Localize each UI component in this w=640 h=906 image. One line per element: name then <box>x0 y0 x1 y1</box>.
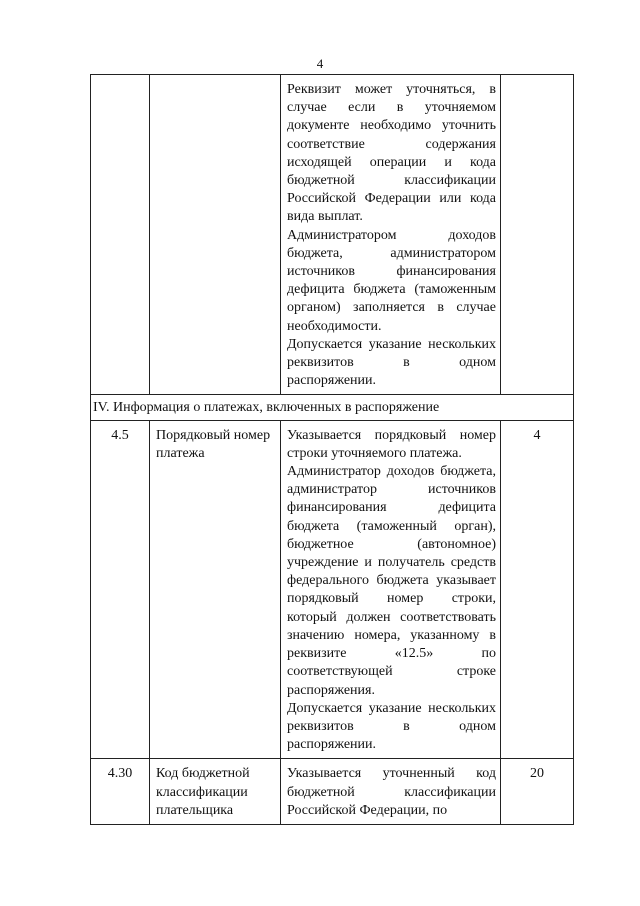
section-header-row <box>91 395 574 420</box>
cell-name: Код бюджетной классификации плательщика <box>150 759 281 825</box>
description-paragraph: Администратором доходов бюджета, администратором источников финансирования дефицита бюджета (таможенным органом) заполняется в случае необходимости. <box>287 227 496 334</box>
cell-description <box>281 420 501 759</box>
description-paragraph: Администратор доходов бюджета, администратор источников финансирования дефицита бюджета (таможенный орган), бюджетное (автономное) учреждение и получатель средств федерального бюджета указывает порядковый номер строки, который должен соответствовать значению номера, указанному в реквизите «12.5» по соответствующей строке распоряжения. <box>287 464 496 698</box>
requisites-table <box>90 74 574 825</box>
cell-description <box>281 75 501 395</box>
description-paragraph: Указывается порядковый номер строки уточняемого платежа. <box>287 427 496 461</box>
description-paragraph: Реквизит может уточняться, в случае если в уточняемом документе необходимо уточнить соответствие содержания исходящей операции и кода бюджетной классификации Российской Федерации или кода вида выплат. <box>287 82 496 225</box>
table-row <box>91 759 574 825</box>
cell-length: 20 <box>501 759 574 825</box>
section-title: IV. Информация о платежах, включенных в распоряжение <box>91 395 574 420</box>
cell-number: 4.5 <box>91 420 150 759</box>
description-paragraph: Указывается уточненный код бюджетной классификации Российской Федерации, по <box>287 766 496 818</box>
description-paragraph: Допускается указание нескольких реквизитов в одном распоряжении. <box>287 700 496 753</box>
table-row <box>91 420 574 759</box>
cell-length <box>501 75 574 395</box>
cell-name: Порядковый номер платежа <box>150 420 281 759</box>
cell-number <box>91 75 150 395</box>
page-number: 4 <box>316 56 324 71</box>
cell-name <box>150 75 281 395</box>
cell-description <box>281 759 501 825</box>
cell-number: 4.30 <box>91 759 150 825</box>
cell-length: 4 <box>501 420 574 759</box>
description-paragraph: Допускается указание нескольких реквизитов в одном распоряжении. <box>287 336 496 389</box>
table-row-continued <box>91 75 574 395</box>
